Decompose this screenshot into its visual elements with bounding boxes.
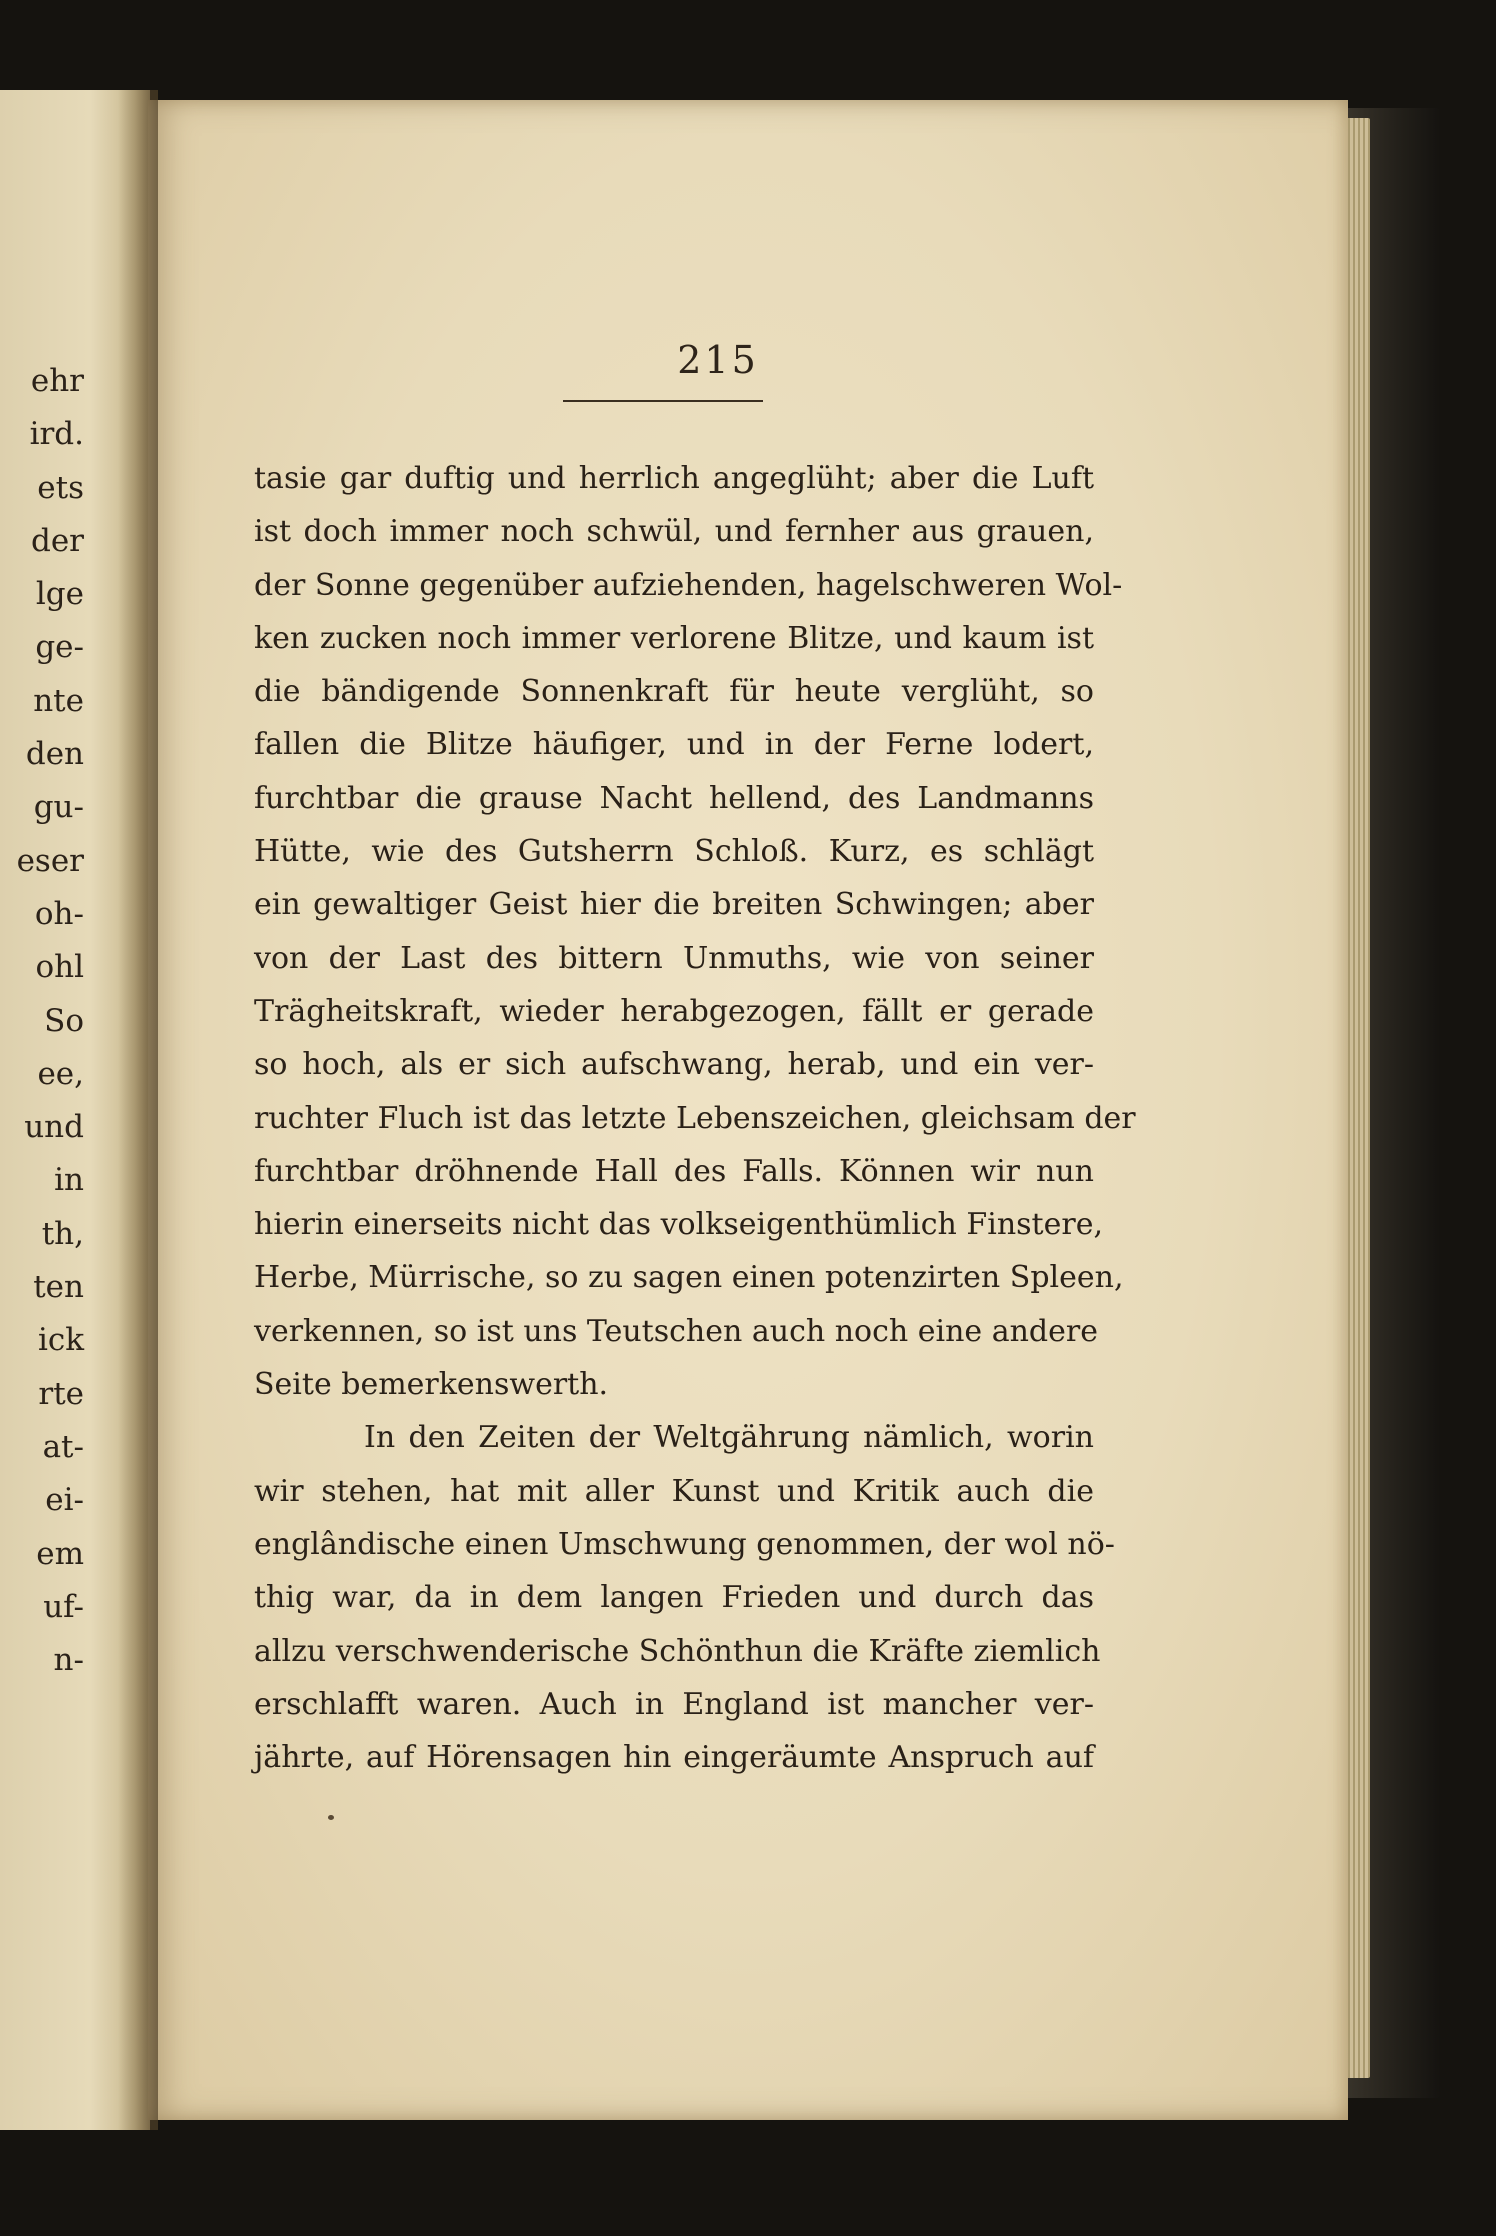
page-gutter	[118, 90, 158, 2130]
ink-speck	[328, 1815, 334, 1820]
text-line: englândische einen Umschwung genommen, der wol nö-	[254, 1526, 1115, 1562]
text-line: Trägheitskraft, wieder herabgezogen, fällt er gerade	[254, 993, 1094, 1029]
text-line: furchtbar die grause Nacht hellend, des Landmanns	[254, 780, 1094, 816]
text-line: Herbe, Mürrische, so zu sagen einen potenzirten Spleen,	[254, 1260, 1124, 1296]
facing-line: em	[36, 1535, 84, 1572]
text-line: allzu verschwenderische Schönthun die Kräfte ziemlich	[254, 1633, 1101, 1669]
facing-line: lge	[35, 576, 84, 613]
body-text	[254, 452, 1136, 1784]
text-line: so hoch, als er sich aufschwang, herab, und ein ver-	[254, 1047, 1094, 1083]
facing-line: at-	[42, 1428, 84, 1465]
text-line: erschlafft waren. Auch in England ist mancher ver-	[254, 1686, 1094, 1722]
facing-line: in	[54, 1162, 84, 1199]
text-line: von der Last des bittern Unmuths, wie von seiner	[254, 940, 1094, 976]
facing-page-text	[2, 355, 112, 1687]
text-line: In den Zeiten der Weltgährung nämlich, worin	[364, 1420, 1094, 1456]
facing-line: gu-	[33, 789, 84, 826]
text-line: ein gewaltiger Geist hier die breiten Schwingen; aber	[254, 887, 1094, 923]
text-line: furchtbar dröhnende Hall des Falls. Können wir nun	[254, 1153, 1094, 1189]
facing-line: ei-	[45, 1482, 84, 1519]
facing-line: ird.	[29, 416, 84, 453]
text-line: ist doch immer noch schwül, und fernher aus grauen,	[254, 514, 1094, 550]
facing-line: rte	[38, 1375, 84, 1412]
facing-line: eser	[16, 842, 84, 879]
facing-line: ets	[37, 469, 84, 506]
facing-line: ee,	[37, 1055, 84, 1092]
facing-line: So	[44, 1002, 84, 1039]
text-line: verkennen, so ist uns Teutschen auch noch eine andere	[254, 1313, 1098, 1349]
text-line: thig war, da in dem langen Frieden und durch das	[254, 1580, 1094, 1616]
facing-line: den	[25, 736, 84, 773]
facing-line: oh-	[34, 895, 84, 932]
text-line: der Sonne gegenüber aufziehenden, hagelschweren Wol-	[254, 567, 1123, 603]
facing-line: th,	[41, 1215, 84, 1252]
text-line: jährte, auf Hörensagen hin eingeräumte Anspruch auf	[254, 1740, 1094, 1776]
text-line: ruchter Fluch ist das letzte Lebenszeichen, gleichsam der	[254, 1100, 1136, 1136]
page-number-text: 215	[677, 338, 759, 382]
text-line: Hütte, wie des Gutsherrn Schloß. Kurz, es schlägt	[254, 834, 1094, 870]
facing-line: ten	[33, 1269, 84, 1306]
text-line: hierin einerseits nicht das volkseigenthümlich Finstere,	[254, 1207, 1103, 1243]
facing-line: ge-	[35, 629, 84, 666]
text-line: die bändigende Sonnenkraft für heute verglüht, so	[254, 674, 1094, 710]
facing-line: ehr	[30, 363, 84, 399]
facing-line: uf-	[43, 1588, 84, 1625]
facing-line: der	[30, 522, 84, 559]
facing-line: n-	[53, 1642, 84, 1679]
facing-line: ohl	[35, 949, 84, 986]
text-line: tasie gar duftig und herrlich angeglüht; aber die Luft	[254, 461, 1094, 496]
facing-line: nte	[33, 682, 84, 719]
facing-line: und	[24, 1109, 84, 1146]
page-number	[0, 338, 1496, 382]
text-line: Seite bemerkenswerth.	[254, 1367, 609, 1403]
header-rule	[563, 400, 763, 402]
facing-line: ick	[37, 1322, 84, 1359]
text-line: fallen die Blitze häufiger, und in der Ferne lodert,	[254, 727, 1094, 763]
text-line: wir stehen, hat mit aller Kunst und Kritik auch die	[254, 1473, 1094, 1509]
text-line: ken zucken noch immer verlorene Blitze, und kaum ist	[254, 620, 1094, 656]
